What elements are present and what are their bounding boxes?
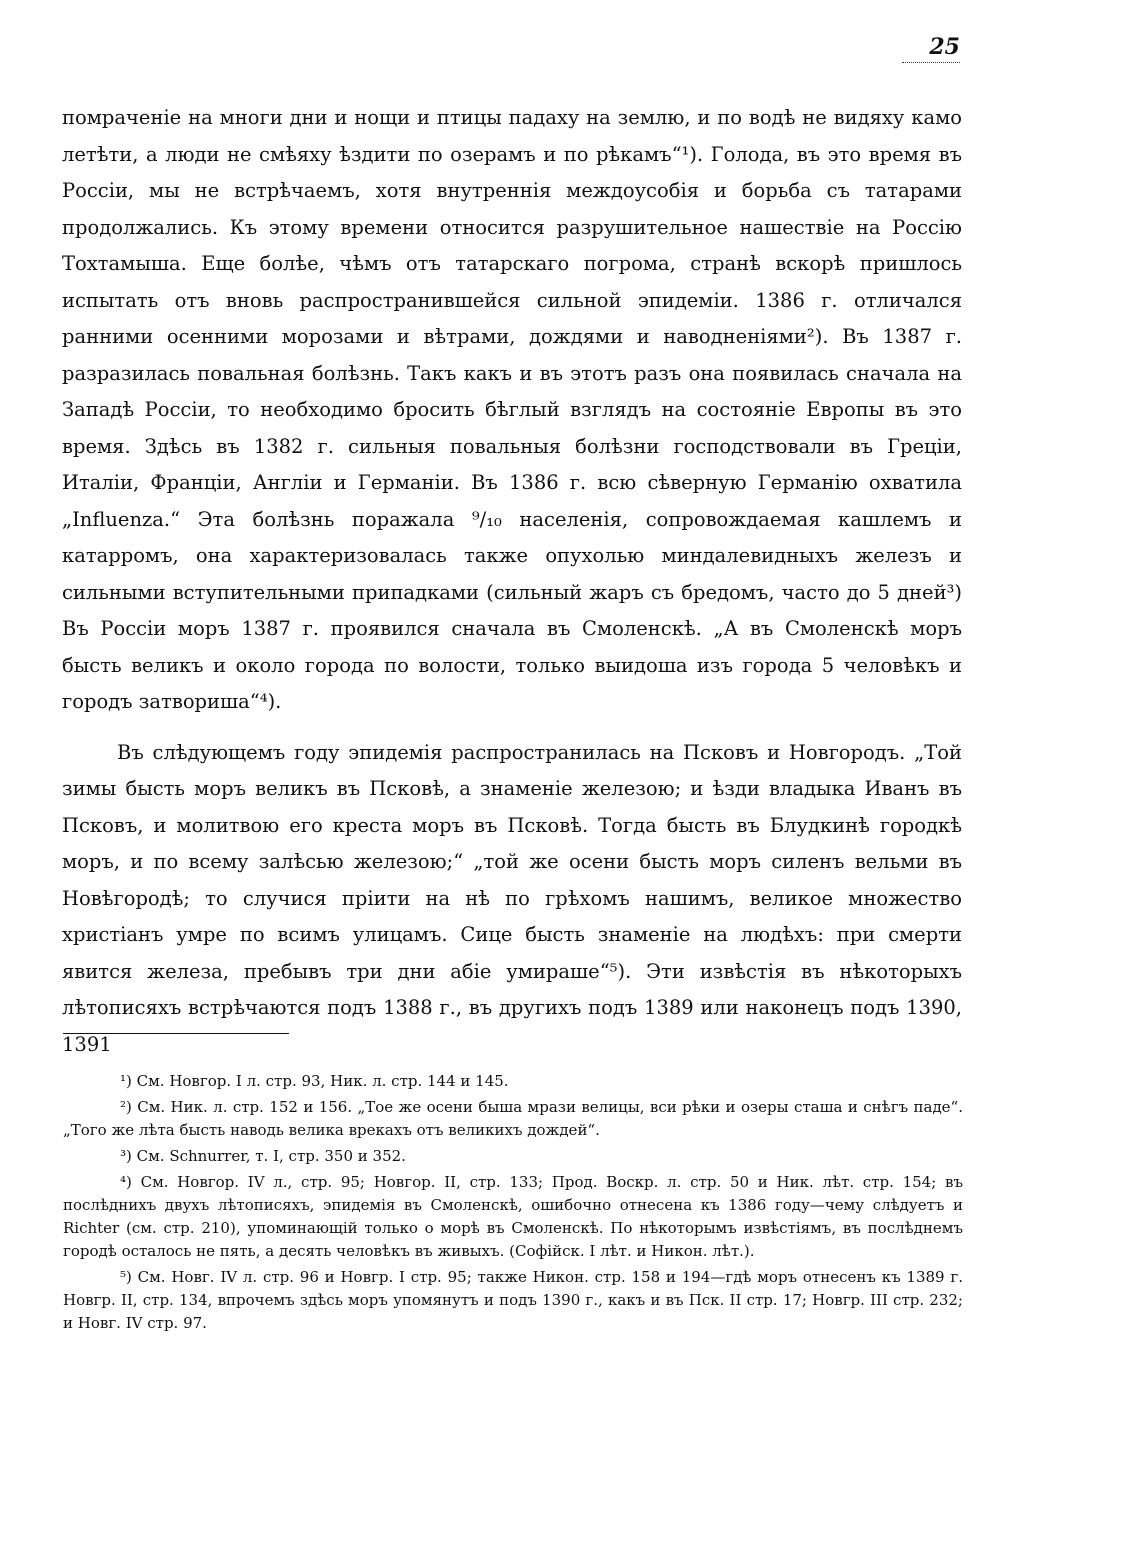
- paragraph-1: помраченіе на многи дни и нощи и птицы падаху на землю, и по водѣ не видяху камо летѣти, а люди не смѣяху ѣздити по озерамъ и по рѣкамъ“¹). Голода, въ это время въ Россіи, мы не встрѣчаемъ, хотя внутреннія междоусобія и борьба съ татарами продолжались. Къ этому времени относится разрушительное нашествіе на Россію Тохтамыша. Еще болѣе, чѣмъ отъ татарскаго погрома, странѣ вскорѣ пришлось испытать отъ вновь распространившейся сильной эпидеміи. 1386 г. отличался ранними осенними морозами и вѣтрами, дождями и наводненіями²). Въ 1387 г. разразилась повальная болѣзнь. Такъ какъ и въ этотъ разъ она появилась сначала на Западѣ Россіи, то необходимо бросить бѣглый взглядъ на состояніе Европы въ это время. Здѣсь въ 1382 г. сильныя повальныя болѣзни господствовали въ Греціи, Италіи, Франціи, Англіи и Германіи. Въ 1386 г. всю сѣверную Германію охватила „Influenza.“ Эта болѣзнь поражала ⁹/₁₀ населенія, сопровождаемая кашлемъ и катарромъ, она характеризовалась также опухолью миндалевидныхъ железъ и сильными вступительными припадками (сильный жаръ съ бредомъ, часто до 5 дней³) Въ Россіи моръ 1387 г. проявился сначала въ Смоленскѣ. „А въ Смоленскѣ моръ бысть великъ и около города по волости, только выидоша изъ города 5 человѣкъ и городъ затвориша“⁴).: [62, 106, 962, 713]
- footnote-1: ¹) См. Новгор. I л. стр. 93, Ник. л. стр. 144 и 145.: [120, 1072, 509, 1090]
- page-number-rule: [902, 62, 960, 63]
- footnote-4: ⁴) См. Новгор. IV л., стр. 95; Новгор. II, стр. 133; Прод. Воскр. л. стр. 50 и Ник. лѣт. стр. 154; въ послѣднихъ двухъ лѣтописяхъ, эпидемія въ Смоленскѣ, ошибочно отнесена къ 1386 году—чему слѣдуетъ и Richter (см. стр. 210), упоминающій только о морѣ въ Смоленскѣ. По нѣкоторымъ извѣстіямъ, въ послѣднемъ городѣ осталось не пять, а десять человѣкъ въ живыхъ. (Софійск. I лѣт. и Никон. лѣт.).: [63, 1173, 963, 1260]
- footnotes: [63, 1070, 963, 1338]
- paragraph-2: Въ слѣдующемъ году эпидемія распространилась на Псковъ и Новгородъ. „Той зимы бысть моръ великъ въ Псковѣ, а знаменіе железою; и ѣзди владыка Иванъ въ Псковъ, и молитвою его креста моръ въ Псковѣ. Тогда бысть въ Блудкинѣ городкѣ моръ, и по всему залѣсью железою;“ „той же осени бысть моръ силенъ вельми въ Новѣгородѣ; то случися пріити на нѣ по грѣхомъ нашимъ, великое множество христіанъ умре по всимъ улицамъ. Сице бысть знаменіе на людѣхъ: при смерти явится железа, пребывъ три дни абіе умираше“⁵). Эти извѣстія въ нѣкоторыхъ лѣтописяхъ встрѣчаются подъ 1388 г., въ другихъ подъ 1389 или наконецъ подъ 1390, 1391: [62, 740, 962, 1056]
- footnote-separator: [63, 1033, 289, 1034]
- page-number: 25: [929, 34, 960, 60]
- footnote-3: ³) См. Schnurrer, т. I, стр. 350 и 352.: [120, 1147, 406, 1165]
- footnote-5: ⁵) См. Новг. IV л. стр. 96 и Новгр. I стр. 95; также Никон. стр. 158 и 194—гдѣ моръ отнесенъ къ 1389 г. Новгр. II, стр. 134, впрочемъ здѣсь моръ упомянутъ и подъ 1390 г., какъ и въ Пск. II стр. 17; Новгр. III стр. 232; и Новг. IV стр. 97.: [63, 1268, 963, 1332]
- footnote-2: ²) См. Ник. л. стр. 152 и 156. „Тое же осени быша мрази велицы, вси рѣки и озеры сташа и снѣгъ паде“. „Того же лѣта бысть наводь велика врекахъ отъ великихъ дождей“.: [63, 1098, 963, 1139]
- main-text: [62, 100, 962, 1063]
